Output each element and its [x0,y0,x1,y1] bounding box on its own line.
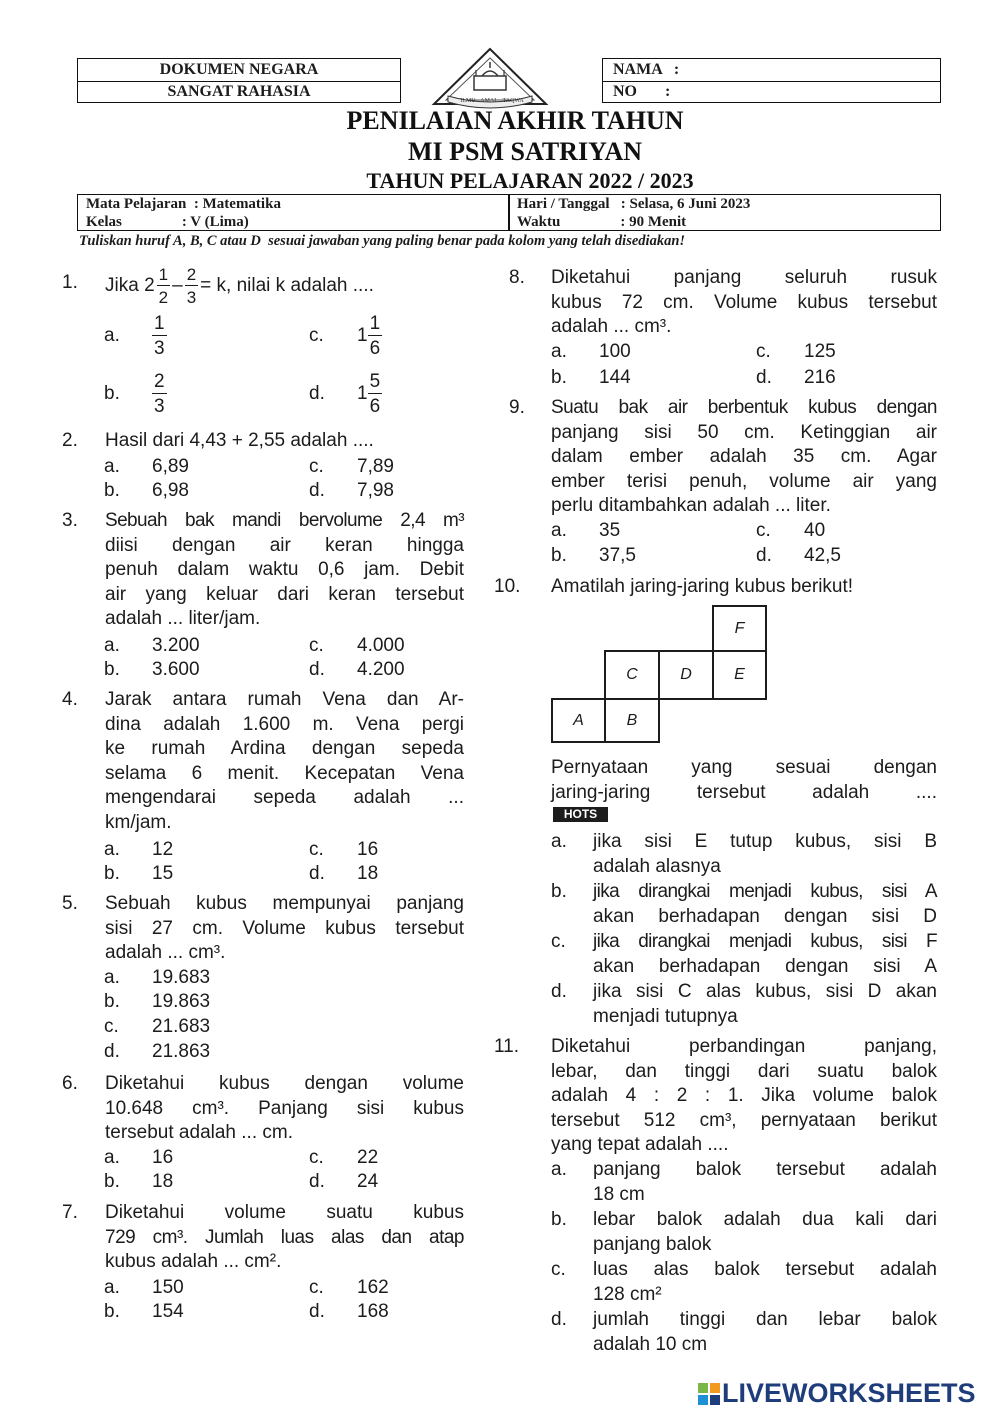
q3-a-label: a. [104,635,120,656]
q3-number: 3. [62,510,78,531]
q4-line-4: selama 6 menit. Kecepatan Vena [105,762,464,784]
q7-c-value: 162 [357,1277,389,1298]
q2-option-c[interactable] [309,455,394,479]
q10-option-c[interactable] [551,930,937,980]
date-info: Hari / Tanggal : Selasa, 6 Juni 2023 [517,196,751,212]
class-info: Kelas : V (Lima) [86,214,249,230]
q2-a-label: a. [104,456,120,477]
q6-option-a[interactable] [104,1146,173,1170]
q8-b-value: 144 [599,367,631,388]
q1-fraction-a [157,266,170,306]
q9-a-label: a. [551,520,567,541]
q9-line-5: perlu ditambahkan adalah ... liter. [551,495,831,517]
question-5 [62,892,464,967]
q11-line-2: lebar, dan tinggi dari suatu balok [551,1060,937,1082]
q11-c-text [593,1258,937,1307]
q1-a-bottom: 3 [154,338,165,359]
title-line-1: PENILAIAN AKHIR TAHUN [346,106,684,135]
q5-line-3: adalah ... cm³. [105,942,226,964]
q1-option-c[interactable] [309,314,382,358]
q10-c-line-1: jika dirangkai menjadi kubus, sisi F [593,931,937,952]
q6-d-label: d. [309,1171,325,1192]
q8-d-label: d. [756,367,772,388]
q11-option-b[interactable] [551,1208,937,1258]
q1-b-bottom: 3 [154,396,165,417]
q1-b-top: 2 [154,371,165,392]
q10-statement-line-2: jaring-jaring tersebut adalah .... [551,781,937,803]
q2-b-value: 6,98 [152,480,189,501]
question-11 [494,1035,937,1160]
q1-b-fraction [152,372,167,416]
net-face-a: A [551,698,606,743]
q8-c-value: 125 [804,341,836,362]
q1-a-top: 1 [154,313,165,334]
net-face-f: F [712,605,767,652]
q10-statement-line-1: Pernyataan yang sesuai dengan [551,757,937,778]
q11-a-label: a. [551,1159,567,1180]
q9-line-3: dalam ember adalah 35 cm. Agar [551,446,937,468]
q11-option-a[interactable] [551,1158,937,1208]
q4-line-3: ke rumah Ardina dengan sepeda [105,738,464,760]
q7-option-b[interactable] [104,1300,184,1324]
q5-line-2: sisi 27 cm. Volume kubus tersebut [105,917,464,939]
q7-option-c[interactable] [309,1276,389,1300]
q4-c-label: c. [309,839,324,860]
q3-b-label: b. [104,659,120,680]
q5-c-label: c. [104,1016,119,1037]
q7-b-label: b. [104,1301,120,1322]
q6-option-d[interactable] [309,1170,378,1194]
q9-d-label: d. [756,545,772,566]
title-line-2: MI PSM SATRIYAN [407,137,643,166]
q8-text [551,266,937,340]
q7-line-1: Diketahui volume suatu kubus [105,1202,464,1223]
q5-text [105,892,464,966]
q11-option-d[interactable] [551,1308,937,1358]
question-10 [494,575,937,601]
q11-b-text [593,1208,937,1257]
q10-b-label: b. [551,881,567,902]
q7-d-value: 168 [357,1301,389,1322]
q2-b-label: b. [104,480,120,501]
logo-tile-2 [710,1383,720,1393]
q6-option-c[interactable] [309,1146,378,1170]
q10-number: 10. [494,576,521,597]
q11-c-label: c. [551,1259,566,1280]
q4-d-label: d. [309,863,325,884]
header-left-top [77,58,401,82]
q4-b-label: b. [104,863,120,884]
q6-option-b[interactable] [104,1170,173,1194]
name-label: NAMA : [613,61,680,78]
q1-prefix: Jika 2 [105,274,155,296]
net-face-d: D [658,650,714,700]
header-right-bottom[interactable] [602,81,941,103]
q1-a-fraction [152,314,167,358]
q10-a-label: a. [551,831,567,852]
q9-a-value: 35 [599,520,621,541]
instruction-text: Tuliskan huruf A, B, C atau D sesuai jawaban yang paling benar pada kolom yang telah disediakan! [79,233,686,249]
q11-d-line-2: adalah 10 cm [593,1333,708,1355]
q5-b-label: b. [104,991,120,1012]
q3-line-4: air yang keluar dari keran tersebut [105,583,464,605]
q10-statement [551,756,937,806]
q9-c-value: 40 [804,520,826,541]
logo-motto: ILMU · AMAL · TAQWA [460,98,524,104]
q11-c-line-1: luas alas balok tersebut adalah [593,1259,937,1280]
question-9 [509,396,937,521]
q2-c-value: 7,89 [357,456,394,477]
q7-number: 7. [62,1202,78,1223]
q1-c-bottom: 6 [369,338,381,359]
logo-tile-3 [698,1395,708,1405]
q7-b-value: 154 [152,1301,184,1322]
q1-c-label: c. [309,325,324,346]
q11-b-line-1: lebar balok adalah dua kali dari [593,1209,937,1230]
q8-option-b[interactable] [551,366,631,390]
q1-option-a[interactable] [104,314,167,358]
q5-line-1: Sebuah kubus mempunyai panjang [105,893,464,914]
q2-d-value: 7,98 [357,480,394,501]
secret-label: SANGAT RAHASIA [167,83,311,100]
q10-option-b[interactable] [551,880,937,930]
q6-line-2: 10.648 cm³. Panjang sisi kubus [105,1097,464,1119]
q6-text [105,1072,464,1146]
q10-d-label: d. [551,981,567,1002]
q2-c-label: c. [309,456,324,477]
q5-d-value: 21.863 [152,1041,211,1062]
question-4 [62,688,464,838]
q8-line-2: kubus 72 cm. Volume kubus tersebut [551,291,937,313]
q3-c-value: 4.000 [357,635,405,656]
q5-a-label: a. [104,967,120,988]
q11-a-line-1: panjang balok tersebut adalah [593,1159,937,1180]
q6-c-label: c. [309,1147,324,1168]
q3-line-2: diisi dengan air keran hingga [105,534,464,556]
q1-a-label: a. [104,325,120,346]
q6-number: 6. [62,1073,78,1094]
q5-number: 5. [62,893,78,914]
question-7 [62,1201,464,1276]
subject-info: Mata Pelajaran : Matematika [86,196,281,212]
q11-b-line-2: panjang balok [593,1233,712,1255]
q9-option-b[interactable] [551,544,636,568]
q6-a-label: a. [104,1147,120,1168]
q3-option-c[interactable] [309,634,405,658]
q10-option-a[interactable] [551,830,937,880]
q2-option-a[interactable] [104,455,189,479]
question-8 [509,266,937,341]
q11-a-line-2: 18 cm [593,1183,645,1205]
q10-b-line-2: akan berhadapan dengan sisi D [593,905,937,927]
q1-minus: – [172,274,183,296]
q4-text [105,688,464,836]
q1-d-top: 5 [369,371,381,392]
doc-label: DOKUMEN NEGARA [159,61,319,78]
q10-c-line-2: akan berhadapan dengan sisi A [593,955,937,977]
q7-line-3: kubus adalah ... cm². [105,1251,282,1273]
q6-a-value: 16 [152,1147,174,1168]
q10-d-line-1: jika sisi C alas kubus, sisi D akan [593,981,937,1002]
q9-line-4: ember terisi penuh, volume air yang [551,470,937,492]
q7-line-2: 729 cm³. Jumlah luas alas dan atap [105,1226,464,1248]
q1-text [105,266,374,306]
q11-text [551,1035,937,1158]
q4-option-b[interactable] [104,862,173,886]
q3-a-value: 3.200 [152,635,200,656]
q3-option-a[interactable] [104,634,200,658]
q6-b-value: 18 [152,1171,174,1192]
q4-option-d[interactable] [309,862,378,886]
q5-d-label: d. [104,1041,120,1062]
q8-a-value: 100 [599,341,631,362]
q8-a-label: a. [551,341,567,362]
q1-number: 1. [62,272,78,293]
q2-number: 2. [62,430,78,451]
q6-d-value: 24 [357,1171,379,1192]
q7-a-value: 150 [152,1277,184,1298]
hots-badge: HOTS [553,807,608,822]
q11-c-line-2: 128 cm² [593,1283,662,1305]
question-3 [62,509,464,634]
q3-text [105,509,464,632]
header-left-bottom [77,81,401,103]
q7-a-label: a. [104,1277,120,1298]
q1-d-fraction [368,372,383,416]
q6-c-value: 22 [357,1147,379,1168]
q1-fa-bottom: 2 [158,288,169,307]
q3-option-b[interactable] [104,658,200,682]
q11-d-text [593,1308,937,1357]
q1-fb-top: 2 [186,265,197,284]
q5-a-value: 19.683 [152,967,211,988]
q1-c-fraction [368,314,383,358]
q6-b-label: b. [104,1171,120,1192]
question-6 [62,1072,464,1147]
net-face-e: E [712,650,767,700]
q3-d-value: 4.200 [357,659,405,680]
q9-option-c[interactable] [756,519,825,543]
net-face-b: B [604,698,660,743]
q2-option-d[interactable] [309,479,394,503]
q10-b-text [593,880,937,929]
q1-b-label: b. [104,383,120,404]
liveworksheets-icon [698,1383,720,1405]
liveworksheets-logo[interactable] [698,1378,976,1409]
q4-line-1: Jarak antara rumah Vena dan Ar- [105,689,464,710]
header-right-top[interactable] [602,58,941,82]
q5-b-value: 19.863 [152,991,211,1012]
q2-a-value: 6,89 [152,456,189,477]
q1-d-label: d. [309,383,325,404]
q9-text [551,396,937,519]
q6-line-3: tersebut adalah ... cm. [105,1122,293,1144]
q2-d-label: d. [309,480,325,501]
q9-option-d[interactable] [756,544,841,568]
q4-a-value: 12 [152,839,174,860]
q8-line-3: adalah ... cm³. [551,316,672,338]
q8-option-c[interactable] [756,340,836,364]
q4-a-label: a. [104,839,120,860]
number-label: NO : [613,83,671,100]
q11-d-label: d. [551,1309,567,1330]
q1-fa-top: 1 [158,265,169,284]
q11-option-c[interactable] [551,1258,937,1308]
q4-line-6: km/jam. [105,811,172,833]
q10-a-text [593,830,937,879]
q4-line-2: dina adalah 1.600 m. Vena pergi [105,713,464,735]
title-line-3: TAHUN PELAJARAN 2022 / 2023 [366,168,694,193]
q9-number: 9. [509,397,525,418]
q4-line-5: mengendarai sepeda adalah ... [105,787,464,809]
q1-fraction-b [185,266,198,306]
q11-b-label: b. [551,1209,567,1230]
q10-b-line-1: jika dirangkai menjadi kubus, sisi A [593,881,937,902]
q8-b-label: b. [551,367,567,388]
q7-d-label: d. [309,1301,325,1322]
q3-d-label: d. [309,659,325,680]
q5-option-a[interactable] [104,966,210,990]
q11-a-text [593,1158,937,1207]
q1-option-b[interactable] [104,372,167,416]
q7-text [105,1201,464,1275]
q5-option-b[interactable] [104,990,210,1014]
liveworksheets-text: LIVEWORKSHEETS [722,1378,976,1408]
q1-suffix: = k, nilai k adalah .... [200,274,374,296]
q11-line-1: Diketahui perbandingan panjang, [551,1036,937,1057]
q8-c-label: c. [756,341,771,362]
net-face-c: C [604,650,660,700]
time-info: Waktu : 90 Menit [517,214,687,230]
q1-d-whole: 1 [357,383,368,404]
q2-text: Hasil dari 4,43 + 2,55 adalah .... [105,430,374,451]
question-2 [62,429,462,455]
logo-tile-1 [698,1383,708,1393]
info-divider [508,194,510,231]
logo-tile-4 [710,1395,720,1405]
q3-b-value: 3.600 [152,659,200,680]
q1-option-d[interactable] [309,372,382,416]
q10-d-text [593,980,937,1029]
q3-line-3: penuh dalam waktu 0,6 jam. Debit [105,559,464,581]
q7-option-d[interactable] [309,1300,389,1324]
q10-c-label: c. [551,931,566,952]
q4-option-c[interactable] [309,838,378,862]
q11-line-5: yang tepat adalah .... [551,1134,729,1156]
q3-option-d[interactable] [309,658,405,682]
q9-b-label: b. [551,545,567,566]
q4-number: 4. [62,689,78,710]
q11-line-4: tersebut 512 cm³, pernyataan berikut [551,1109,937,1131]
q1-fb-bottom: 3 [186,288,197,307]
q3-c-label: c. [309,635,324,656]
q11-line-3: adalah 4 : 2 : 1. Jika volume balok [551,1085,937,1107]
q10-c-text [593,930,937,979]
q2-option-b[interactable] [104,479,189,503]
q8-number: 8. [509,267,525,288]
q5-option-d[interactable] [104,1040,210,1064]
q9-c-label: c. [756,520,771,541]
q10-option-d[interactable] [551,980,937,1030]
q3-line-1: Sebuah bak mandi bervolume 2,4 m³ [105,510,464,531]
q5-option-c[interactable] [104,1015,210,1039]
q7-c-label: c. [309,1277,324,1298]
q11-d-line-1: jumlah tinggi dan lebar balok [593,1309,937,1330]
q9-line-1: Suatu bak air berbentuk kubus dengan [551,397,937,418]
q4-b-value: 15 [152,863,174,884]
q8-d-value: 216 [804,367,836,388]
q8-option-d[interactable] [756,366,836,390]
q10-d-line-2: menjadi tutupnya [593,1005,738,1027]
q1-c-whole: 1 [357,325,368,346]
q1-d-bottom: 6 [369,396,381,417]
q4-option-a[interactable] [104,838,173,862]
q9-option-a[interactable] [551,519,620,543]
q8-option-a[interactable] [551,340,631,364]
q11-number: 11. [494,1036,520,1057]
q4-d-value: 18 [357,863,379,884]
cube-net [551,605,769,743]
q5-c-value: 21.683 [152,1016,211,1037]
q10-a-line-1: jika sisi E tutup kubus, sisi B [593,831,937,852]
q1-c-top: 1 [369,313,381,334]
q9-b-value: 37,5 [599,545,636,566]
q9-line-2: panjang sisi 50 cm. Ketinggian air [551,421,937,443]
q8-line-1: Diketahui panjang seluruh rusuk [551,267,937,288]
q10-a-line-2: adalah alasnya [593,855,721,877]
q6-line-1: Diketahui kubus dengan volume [105,1073,464,1094]
q10-text: Amatilah jaring-jaring kubus berikut! [551,576,854,597]
q3-line-5: adalah ... liter/jam. [105,608,261,630]
q7-option-a[interactable] [104,1276,184,1300]
question-1 [62,266,462,306]
q4-c-value: 16 [357,839,379,860]
q9-d-value: 42,5 [804,545,841,566]
